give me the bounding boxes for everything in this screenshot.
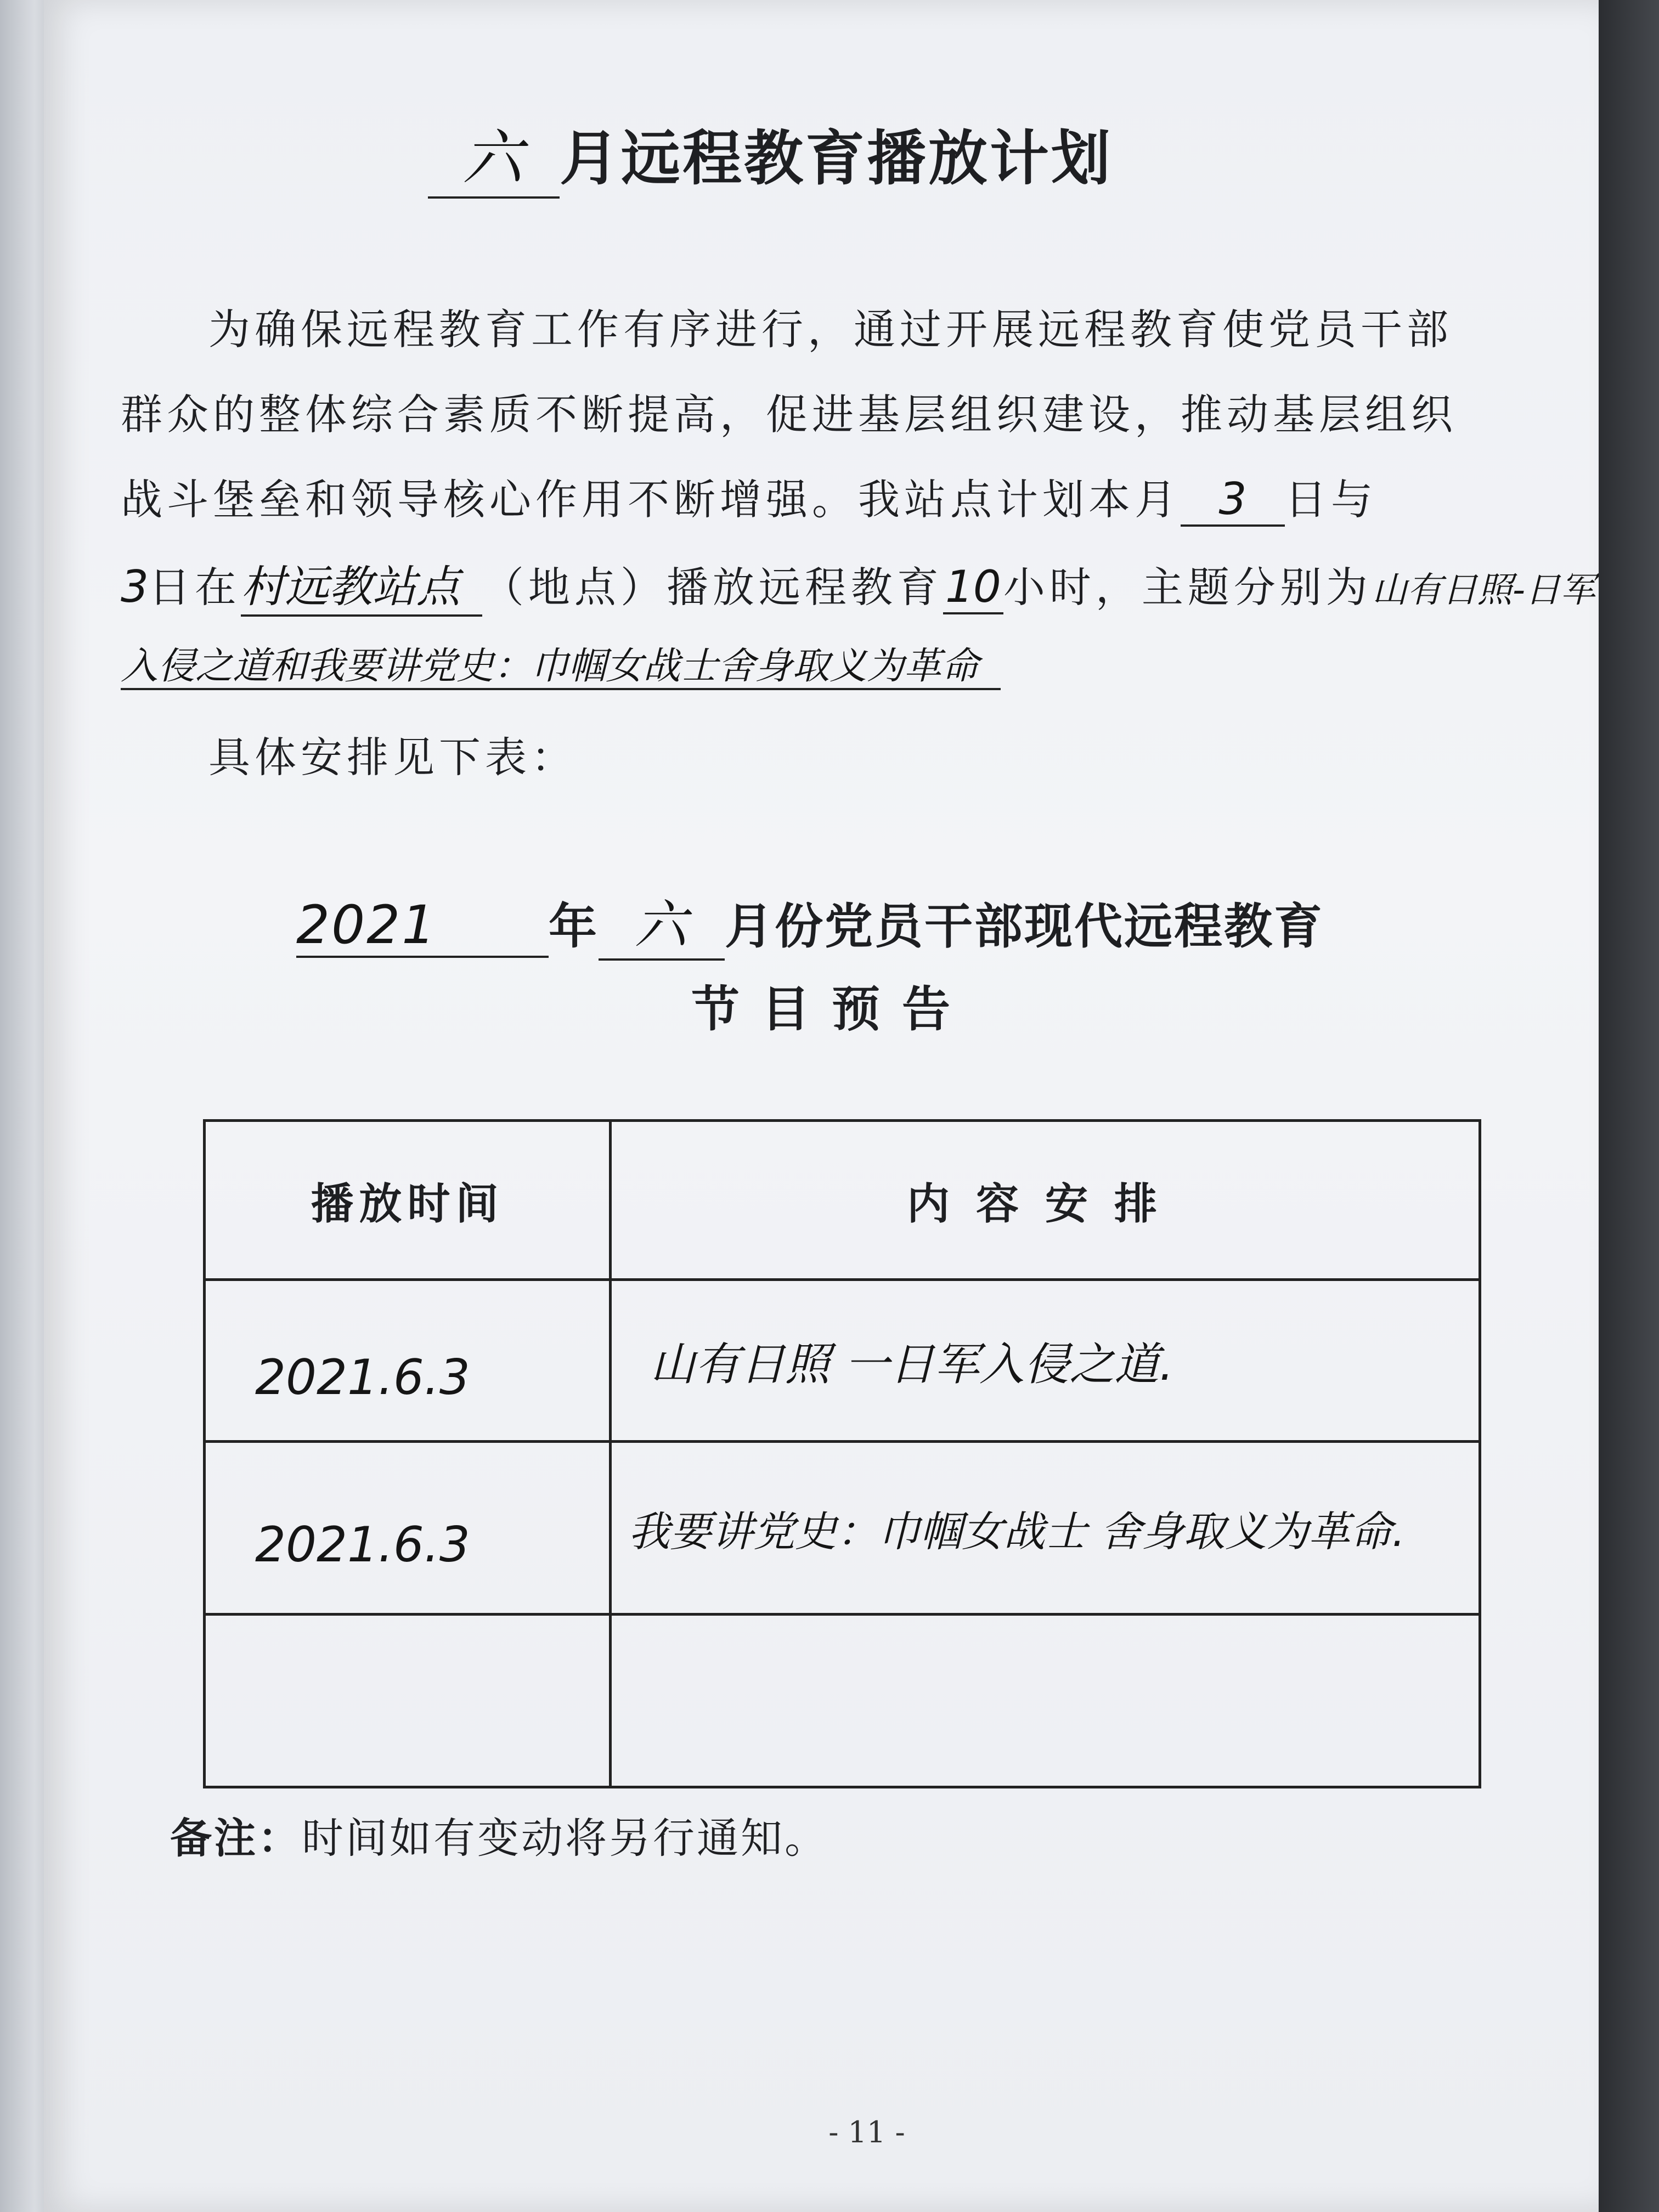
title-month-handwritten: 六 — [462, 123, 525, 193]
schedule-table — [203, 1119, 1481, 1788]
title-text: 月远程教育播放计划 — [560, 125, 1113, 193]
adjacent-page-edge — [0, 0, 49, 2212]
table-row — [206, 1616, 1479, 1786]
hours-handwritten: 10 — [945, 561, 1001, 612]
page-title — [428, 110, 1251, 199]
row-time — [206, 1616, 612, 1786]
row-content: 我要讲党史：巾帼女战士 舍身取义为革命. — [628, 1506, 1406, 1556]
table-row — [206, 1281, 1479, 1443]
document-page — [44, 0, 1602, 2212]
year-suffix: 年 — [549, 898, 599, 955]
paragraph-line-4-mid2: （地点）播放远程教育 — [482, 563, 943, 612]
table-row — [206, 1443, 1479, 1616]
year-blank — [296, 894, 549, 958]
place-blank — [241, 551, 482, 617]
schedule-subheading: 节目预告 — [691, 981, 973, 1037]
day-end-handwritten: 3 — [121, 561, 149, 612]
table-header-row — [206, 1122, 1479, 1281]
paragraph-line-4 — [121, 551, 1595, 617]
day-start-blank — [1181, 473, 1285, 527]
column-header-time: 播放时间 — [206, 1122, 612, 1278]
paragraph-line-1: 为确保远程教育工作有序进行，通过开展远程教育使党员干部 — [208, 305, 1453, 354]
hours-blank — [943, 561, 1003, 614]
column-header-content: 内容安排 — [906, 1179, 1183, 1229]
paragraph-line-3-prefix: 战斗堡垒和领导核心作用不断增强。我站点计划本月 — [121, 475, 1181, 524]
day-start-handwritten: 3 — [1218, 473, 1247, 524]
topic-b-handwritten: 入侵之道和我要讲党史：巾帼女战士舍身取义为革命 — [121, 645, 1001, 690]
year-handwritten: 2021 — [296, 894, 437, 956]
schedule-heading-suffix: 月份党员干部现代远程教育 — [725, 898, 1324, 955]
row-content — [612, 1616, 1479, 1786]
schedule-month-blank — [599, 883, 725, 961]
row-content: 山有日照 一日军入侵之道. — [650, 1338, 1174, 1391]
page-number: - 11 - — [828, 2115, 905, 2149]
background-edge — [1599, 0, 1659, 2212]
row-time: 2021.6.3 — [206, 1443, 612, 1613]
paragraph-line-5 — [121, 636, 1503, 690]
paragraph-line-3 — [121, 466, 1503, 527]
title-month-blank — [428, 110, 560, 199]
note-text: 时间如有变动将另行通知。 — [302, 1814, 828, 1863]
note-label: 备注： — [170, 1814, 302, 1863]
paragraph-line-4-mid3: 小时，主题分别为 — [1003, 563, 1372, 612]
paragraph-line-2: 群众的整体综合素质不断提高，促进基层组织建设，推动基层组织 — [121, 390, 1457, 439]
place-handwritten: 村远教站点 — [240, 561, 460, 612]
topic-a-handwritten: 山有日照-日军 — [1372, 570, 1595, 611]
paragraph-line-3-suffix: 日与 — [1285, 475, 1377, 524]
paragraph-line-4-mid1: 日在 — [148, 563, 241, 612]
schedule-month-handwritten: 六 — [634, 894, 689, 956]
schedule-heading — [296, 883, 1503, 961]
note — [170, 1805, 993, 1865]
paragraph-line-6: 具体安排见下表： — [208, 733, 577, 782]
row-time: 2021.6.3 — [206, 1281, 612, 1440]
